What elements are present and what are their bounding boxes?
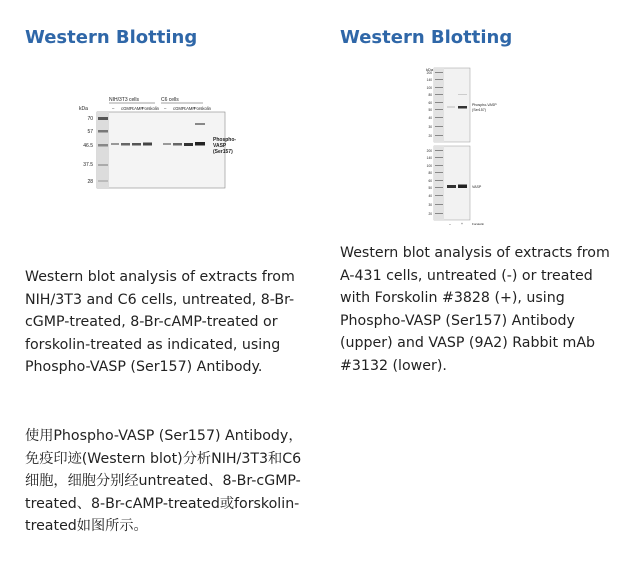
left-caption-zh — [25, 425, 315, 538]
membrane — [97, 112, 225, 188]
lane-6-label: cGMP — [173, 106, 185, 111]
marker-37-5: 37.5 — [83, 162, 93, 168]
upper-marker-30: 30 — [428, 125, 432, 129]
marker-28: 28 — [87, 179, 93, 185]
upper-marker-20: 20 — [428, 134, 432, 138]
lower-band-label: VASP — [472, 185, 482, 189]
band-label-line3: (Ser157) — [213, 149, 233, 155]
group1-label: NIH/3T3 cells — [109, 97, 140, 103]
lane-1-label: – — [112, 106, 115, 111]
right-blot-figure — [422, 66, 522, 228]
marker-70: 70 — [87, 116, 93, 122]
lane-7-label: cAMP — [184, 106, 196, 111]
upper-marker-60: 60 — [428, 101, 432, 105]
right-kda-label: kDa — [426, 67, 434, 72]
lane-plus-label: + — [461, 222, 463, 226]
lower-marker-20: 20 — [428, 212, 432, 216]
upper-band-label-1: Phospho-VASP — [472, 103, 497, 107]
lower-marker-140: 140 — [426, 156, 432, 160]
upper-marker-200: 200 — [426, 71, 432, 75]
left-caption-en — [25, 266, 315, 379]
lower-marker-80: 80 — [428, 171, 432, 175]
upper-marker-100: 100 — [426, 86, 432, 90]
upper-band-label-2: (Ser157) — [472, 108, 486, 112]
marker-46-5: 46.5 — [83, 143, 93, 149]
lane-8-label: Forskolin — [194, 106, 211, 111]
right-caption-text: Western blot analysis of extracts from A-431 cells, untreated (-) or treated with Forskolin #3828 (+), using Phospho-VASP (Ser157) Antibody (upper) and VASP (9A2) Rabbit mAb #3132 (lower). — [340, 245, 610, 374]
left-heading: Western Blotting — [25, 27, 198, 48]
kda-label: kDa — [79, 106, 88, 112]
left-caption-zh-text: 使用Phospho-VASP (Ser157) Antibody，免疫印迹(Western blot)分析NIH/3T3和C6细胞，细胞分别经untreated、8-Br-cGMP-treated、8-Br-cAMP-treated或forskolin-treated如图所示。 — [25, 428, 303, 534]
treatment-label: Forskolin — [472, 222, 485, 226]
right-caption — [340, 242, 610, 377]
upper-marker-40: 40 — [428, 116, 432, 120]
lane-2-label: cGMP — [121, 106, 133, 111]
lower-marker-100: 100 — [426, 164, 432, 168]
lower-marker-30: 30 — [428, 203, 432, 207]
lower-marker-200: 200 — [426, 149, 432, 153]
left-caption-en-text: Western blot analysis of extracts from NIH/3T3 and C6 cells, untreated, 8-Br-cGMP-treated, 8-Br-cAMP-treated or forskolin-treated as indicated, using Phospho-VASP (Ser157) Antibody. — [25, 269, 295, 375]
upper-marker-50: 50 — [428, 108, 432, 112]
lane-3-label: cAMP — [132, 106, 144, 111]
lane-minus-label: – — [449, 222, 451, 226]
right-heading: Western Blotting — [340, 27, 513, 48]
left-blot-figure — [73, 96, 237, 192]
marker-57: 57 — [87, 129, 93, 135]
band-label-line2: VASP — [213, 143, 227, 149]
lower-marker-40: 40 — [428, 194, 432, 198]
lower-marker-60: 60 — [428, 179, 432, 183]
lower-marker-50: 50 — [428, 186, 432, 190]
group2-label: C6 cells — [161, 97, 179, 103]
lane-5-label: – — [164, 106, 167, 111]
lane-4-label: Forskolin — [142, 106, 159, 111]
upper-marker-80: 80 — [428, 93, 432, 97]
band-label-line1: Phospho- — [213, 137, 237, 143]
upper-marker-140: 140 — [426, 78, 432, 82]
